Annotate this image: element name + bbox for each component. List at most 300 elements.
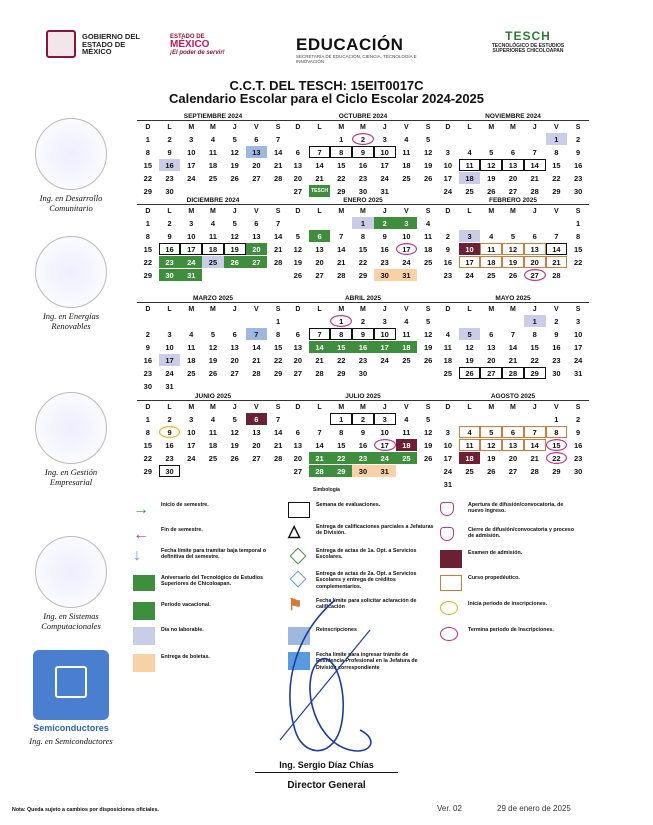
day-cell: 18 [396, 341, 418, 353]
day-cell: 23 [165, 173, 174, 183]
pent-icon [440, 502, 454, 516]
day-cell: 19 [230, 440, 239, 450]
weekday-header: L [317, 124, 322, 131]
ad-icon [440, 550, 462, 568]
day-cell: 6 [489, 329, 494, 339]
month-title: AGOSTO 2025 [437, 392, 589, 401]
month-title: JUNIO 2025 [137, 392, 289, 401]
day-cell: 31 [374, 465, 396, 477]
legend-item [440, 601, 640, 623]
day-cell: 3 [459, 230, 481, 242]
weekday-header: V [404, 404, 409, 411]
weekday-header: J [532, 124, 537, 131]
day-cell: 13 [252, 231, 261, 241]
weekday-header: J [232, 124, 237, 131]
day-cell: 25 [487, 270, 496, 280]
day-cell: 19 [208, 355, 218, 365]
weekday-header: D [445, 124, 451, 131]
day-cell: 21 [273, 160, 283, 170]
day-cell: 25 [396, 452, 418, 464]
day-cell: 10 [187, 427, 196, 437]
day-cell: 13 [502, 159, 524, 171]
weekday-header: S [575, 208, 581, 215]
day-cell: 8 [360, 231, 366, 241]
day-cell: 11 [208, 231, 217, 241]
mexico-logo-c: ¡El poder de servir! [170, 50, 225, 56]
day-cell: 24 [374, 452, 396, 464]
day-cell: 13 [487, 342, 496, 352]
day-cell: 21 [530, 173, 539, 183]
legend-text: Fin de semestre. [161, 527, 203, 533]
weekday-header: V [254, 404, 259, 411]
weekday-header: M [188, 208, 195, 215]
day-cell: 27 [508, 466, 518, 476]
day-cell: 28 [530, 186, 539, 196]
day-cell: 9 [382, 231, 387, 241]
day-cell: 3 [576, 316, 581, 326]
day-cell: 6 [309, 230, 331, 242]
day-cell: 24 [465, 270, 474, 280]
day-cell: 19 [224, 243, 246, 255]
day-cell: 12 [423, 147, 433, 157]
weekday-header: S [575, 306, 581, 313]
educacion-logo-title: EDUCACIÓN [296, 35, 404, 54]
legend-text: Semana de evaluaciones. [316, 502, 381, 508]
day-cell: 27 [524, 269, 546, 281]
day-cell: 17 [380, 160, 389, 170]
month-calendar [137, 294, 289, 393]
day-cell: 24 [402, 257, 411, 267]
day-cell: 1 [145, 134, 150, 144]
month-calendar [287, 294, 439, 380]
day-cell: 2 [374, 217, 396, 229]
day-cell: 24 [443, 186, 453, 196]
gestion-emblem-icon [35, 392, 107, 464]
tesch-logo-subtitle: TECNOLÓGICO DE ESTUDIOS SUPERIORES CHICOLOAPAN [491, 43, 565, 54]
day-cell: 25 [187, 368, 196, 378]
day-cell: 11 [424, 231, 433, 241]
weekday-header: M [510, 404, 516, 411]
day-cell: 7 [276, 134, 281, 144]
edomex-logo [46, 30, 156, 60]
weekday-header: D [295, 208, 301, 215]
month-title: ENERO 2025 [287, 196, 439, 205]
day-cell: 23 [159, 256, 181, 268]
day-cell: 11 [459, 439, 481, 451]
day-cell: 13 [230, 342, 239, 352]
day-cell: 28 [273, 257, 283, 267]
weekday-header: V [404, 208, 409, 215]
month-calendar [137, 392, 289, 478]
day-cell: 23 [358, 355, 368, 365]
day-cell: 25 [208, 453, 218, 463]
weekday-header: L [167, 404, 172, 411]
day-cell: 29 [552, 186, 561, 196]
day-cell: 26 [293, 270, 303, 280]
legend-text: Examen de admisión. [468, 550, 523, 556]
day-cell: 18 [402, 160, 411, 170]
weekday-header: J [382, 306, 387, 313]
day-cell: 30 [159, 269, 181, 281]
month-title: FEBRERO 2025 [437, 196, 589, 205]
legend-text: Inicio de semestre. [161, 502, 209, 508]
month-calendar [287, 196, 439, 282]
day-cell: 23 [573, 173, 583, 183]
mexico-logo-a: ESTADO DE [170, 34, 205, 40]
day-cell: 18 [202, 243, 224, 255]
day-cell: 25 [465, 466, 474, 476]
weekday-header: D [295, 404, 301, 411]
day-cell: 12 [480, 159, 502, 171]
career-energias [12, 236, 130, 331]
weekday-header: M [338, 124, 345, 131]
day-cell: TESCH [309, 185, 331, 197]
career-semiconductores [12, 650, 130, 746]
day-cell: 21 [273, 440, 283, 450]
legend-text: Fecha límite para solicitar aclaración de calificación [316, 598, 417, 611]
day-cell: 3 [189, 134, 194, 144]
day-cell: 9 [352, 146, 374, 158]
month-calendar [437, 392, 589, 491]
day-cell: 2 [554, 316, 559, 326]
day-cell: 15 [273, 342, 283, 352]
day-cell: 26 [224, 256, 246, 268]
day-cell: 21 [315, 173, 324, 183]
day-cell: 1 [330, 315, 352, 327]
day-cell: 16 [165, 440, 174, 450]
day-cell: 4 [489, 231, 494, 241]
day-cell: 20 [293, 355, 303, 365]
legend-item [440, 550, 640, 572]
day-cell: 9 [554, 329, 559, 339]
weekday-header: V [554, 306, 559, 313]
weekday-header: M [488, 404, 495, 411]
day-cell: 12 [293, 244, 303, 254]
day-cell: 19 [423, 160, 433, 170]
sistemas-emblem-icon [35, 536, 107, 608]
legend-text: Reinscripciones [316, 627, 357, 633]
day-cell: 22 [143, 173, 153, 183]
day-cell: 5 [510, 231, 516, 241]
day-cell: 25 [443, 368, 453, 378]
day-cell: 26 [423, 355, 433, 365]
day-cell: 19 [502, 256, 524, 268]
day-cell: 28 [315, 368, 324, 378]
day-cell: 15 [358, 244, 368, 254]
header [0, 28, 653, 68]
day-cell: 7 [339, 231, 344, 241]
simbologia-title: Simbología [313, 487, 340, 493]
day-cell: 29 [143, 466, 153, 476]
day-cell: 1 [339, 134, 344, 144]
day-cell: 7 [309, 146, 331, 158]
day-cell: 16 [159, 159, 181, 171]
day-cell: 11 [443, 342, 452, 352]
day-cell: 20 [293, 453, 303, 463]
day-cell: 19 [487, 453, 496, 463]
day-cell: 17 [443, 173, 453, 183]
signature-icon [240, 590, 400, 770]
day-cell: 23 [358, 173, 368, 183]
day-cell: 17 [187, 440, 196, 450]
weekday-header: M [210, 404, 216, 411]
legend-item [440, 627, 640, 649]
day-cell: 14 [315, 160, 324, 170]
day-cell: 4 [189, 329, 194, 339]
day-cell: 24 [443, 466, 453, 476]
weekday-header: M [488, 306, 495, 313]
day-cell: 4 [467, 147, 472, 157]
pent2-icon [440, 527, 454, 541]
day-cell: 8 [532, 329, 537, 339]
day-cell: 26 [487, 466, 496, 476]
day-cell: 1 [276, 316, 281, 326]
day-cell: 1 [145, 218, 150, 228]
weekday-header: L [317, 404, 322, 411]
day-cell: 8 [546, 426, 568, 438]
mexico-logo [170, 34, 250, 60]
day-cell: 12 [230, 427, 239, 437]
db-icon [290, 571, 307, 588]
weekday-header: V [254, 306, 259, 313]
day-cell: 6 [254, 218, 259, 228]
day-cell: 8 [145, 231, 150, 241]
day-cell: 5 [232, 134, 237, 144]
month-title: NOVIEMBRE 2024 [437, 112, 589, 121]
signer-name: Ing. Sergio Díaz Chías [279, 760, 374, 770]
day-cell: 8 [145, 427, 150, 437]
day-cell: 3 [189, 414, 194, 424]
day-cell: 16 [573, 160, 583, 170]
weekday-header: M [188, 124, 195, 131]
day-cell: 22 [143, 257, 153, 267]
edomex-logo-text: GOBIERNO DEL ESTADO DE MÉXICO [82, 32, 140, 56]
weekday-header: M [338, 208, 345, 215]
day-cell: 30 [352, 465, 374, 477]
weekday-header: S [575, 124, 581, 131]
weekday-header: S [425, 306, 431, 313]
cct-title: C.C.T. DEL TESCH: 15EIT0017C [229, 78, 424, 93]
day-cell: 10 [402, 231, 411, 241]
career-sistemas [12, 536, 130, 631]
day-cell: 2 [167, 218, 172, 228]
day-cell: 25 [423, 257, 433, 267]
weekday-header: V [404, 124, 409, 131]
day-cell: 11 [402, 329, 411, 339]
day-cell: 15 [573, 244, 583, 254]
day-cell: 30 [165, 186, 174, 196]
weekday-header: D [445, 208, 451, 215]
day-cell: 29 [273, 368, 283, 378]
day-cell: 5 [426, 414, 431, 424]
day-cell: 22 [143, 453, 153, 463]
legend-text: Curso propedéutico. [468, 575, 520, 581]
day-cell: 22 [273, 355, 283, 365]
day-cell: 26 [208, 368, 218, 378]
day-cell: 5 [210, 329, 216, 339]
day-cell: 30 [573, 186, 583, 196]
day-cell: 19 [465, 355, 474, 365]
weekday-header: V [554, 404, 559, 411]
day-cell: 13 [293, 160, 303, 170]
day-cell: 2 [576, 134, 581, 144]
weekday-header: M [510, 208, 516, 215]
legend-text: Periodo vacacional. [161, 602, 211, 608]
day-cell: 25 [208, 173, 218, 183]
day-cell: 16 [159, 243, 181, 255]
day-cell: 24 [380, 355, 389, 365]
day-cell: 23 [552, 355, 561, 365]
tesch-icon [133, 575, 155, 591]
weekday-header: J [232, 208, 237, 215]
day-cell: 9 [145, 342, 150, 352]
day-cell: 4 [404, 134, 409, 144]
day-cell: 10 [380, 427, 389, 437]
day-cell: 24 [187, 173, 196, 183]
weekday-header: M [510, 306, 516, 313]
day-cell: 2 [352, 133, 374, 145]
month-title: JULIO 2025 [287, 392, 439, 401]
day-cell: 18 [459, 452, 481, 464]
day-cell: 7 [554, 231, 559, 241]
day-cell: 14 [273, 231, 283, 241]
nl-icon [133, 627, 155, 645]
weekday-header: J [382, 124, 387, 131]
day-cell: 21 [315, 355, 324, 365]
day-cell: 3 [396, 217, 418, 229]
day-cell: 25 [402, 173, 411, 183]
day-cell: 6 [502, 426, 524, 438]
day-cell: 16 [552, 342, 561, 352]
day-cell: 3 [189, 218, 194, 228]
day-cell: 24 [165, 368, 174, 378]
day-cell: 10 [374, 146, 396, 158]
day-cell: 5 [232, 218, 237, 228]
day-cell: 27 [293, 186, 303, 196]
day-cell: 15 [143, 440, 153, 450]
weekday-header: L [467, 124, 472, 131]
legend-text: Entrega de boletas. [161, 654, 210, 660]
arrow-l-icon: ← [133, 526, 149, 543]
day-cell: 23 [352, 452, 374, 464]
day-cell: 18 [423, 244, 433, 254]
day-cell: 14 [508, 342, 518, 352]
day-cell: 22 [337, 173, 346, 183]
day-cell: 20 [487, 355, 496, 365]
day-cell: 16 [443, 257, 453, 267]
month-title: OCTUBRE 2024 [287, 112, 439, 121]
day-cell: 31 [396, 269, 418, 281]
day-cell: 4 [404, 316, 409, 326]
arrow-d-icon: ↓ [133, 547, 141, 564]
day-cell: 18 [396, 439, 418, 451]
day-cell: 23 [573, 453, 583, 463]
day-cell: 8 [330, 328, 352, 340]
day-cell: 19 [230, 160, 239, 170]
month-title: MARZO 2025 [137, 294, 289, 303]
legend-text: Entrega de actas de 1a. Opt. a Servicios Escolares. [316, 548, 417, 561]
day-cell: 7 [246, 328, 268, 340]
weekday-header: L [317, 306, 322, 313]
day-cell: 17 [443, 453, 453, 463]
weekday-header: D [445, 404, 451, 411]
day-cell: 11 [480, 243, 502, 255]
day-cell: 28 [530, 466, 539, 476]
legend-item [440, 502, 640, 524]
month-calendar [437, 294, 589, 380]
day-cell: 17 [180, 243, 202, 255]
day-cell: 15 [530, 342, 539, 352]
weekday-header: S [275, 208, 281, 215]
legend-item [440, 527, 640, 549]
day-cell: 16 [380, 244, 389, 254]
day-cell: 31 [443, 479, 453, 489]
weekday-header: L [467, 404, 472, 411]
legend-text: Fecha límite para tramitar baja temporal o definitiva del semestre. [161, 548, 267, 561]
signature-line [255, 772, 398, 773]
weekday-header: J [382, 208, 387, 215]
day-cell: 19 [487, 173, 496, 183]
weekday-header: S [275, 124, 281, 131]
day-cell: 14 [273, 147, 283, 157]
day-cell: 27 [293, 368, 303, 378]
day-cell: 5 [426, 134, 431, 144]
day-cell: 1 [352, 217, 374, 229]
day-cell: 13 [293, 440, 303, 450]
day-cell: 14 [273, 427, 283, 437]
educacion-logo-subtitle: SECRETARÍA DE EDUCACIÓN, CIENCIA, TECNOLOGÍA E INNOVACIÓN [296, 54, 417, 64]
weekday-header: D [145, 404, 151, 411]
day-cell: 12 [230, 147, 239, 157]
dg-icon [290, 548, 307, 565]
month-title: ABRIL 2025 [287, 294, 439, 303]
day-cell: 4 [445, 329, 450, 339]
day-cell: 2 [352, 413, 374, 425]
day-cell: 17 [187, 160, 196, 170]
weekday-header: J [232, 306, 237, 313]
day-cell: 10 [374, 328, 396, 340]
weekday-header: M [338, 306, 345, 313]
day-cell: 9 [576, 427, 581, 437]
day-cell: 4 [210, 134, 216, 144]
weekday-header: S [275, 404, 281, 411]
day-cell: 10 [187, 147, 196, 157]
weekday-header: J [532, 208, 537, 215]
day-cell: 29 [330, 465, 352, 477]
month-calendar [287, 392, 439, 478]
day-cell: 21 [273, 244, 283, 254]
day-cell: 8 [145, 147, 150, 157]
day-cell: 1 [524, 315, 546, 327]
day-cell: 17 [396, 243, 418, 255]
day-cell: 2 [167, 134, 172, 144]
mexico-logo-b: MÉXICO [170, 39, 210, 50]
day-cell: 7 [532, 147, 537, 157]
day-cell: 3 [382, 134, 387, 144]
weekday-header: L [317, 208, 322, 215]
day-cell: 5 [295, 231, 300, 241]
semiconductores-logo-text: Semiconductores [33, 723, 109, 733]
day-cell: 20 [524, 256, 546, 268]
day-cell: 17 [573, 342, 583, 352]
legend-text: Fecha límite para ingresar trámite de Residencia Profesional en la Jefatura de División correspondiente [316, 652, 418, 671]
day-cell: 29 [337, 368, 346, 378]
day-cell: 12 [230, 231, 239, 241]
day-cell: 19 [293, 257, 303, 267]
day-cell: 20 [508, 453, 518, 463]
desarrollo-emblem-icon [35, 118, 107, 190]
day-cell: 4 [210, 218, 216, 228]
